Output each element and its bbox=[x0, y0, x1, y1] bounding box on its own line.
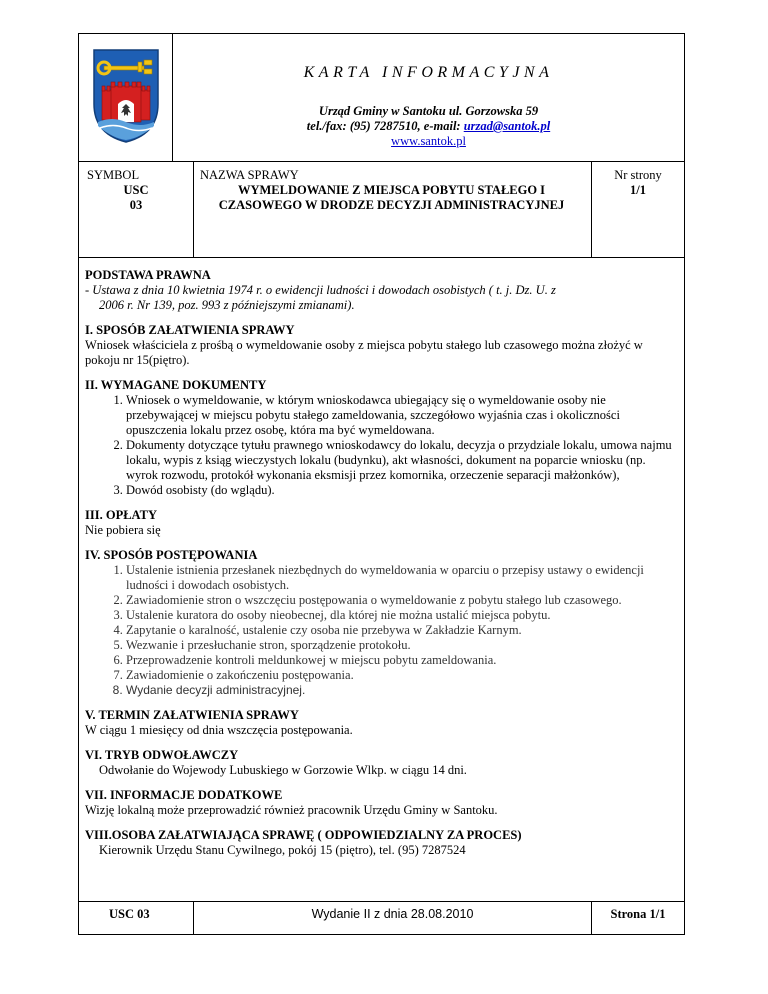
case-name-label: NAZWA SPRAWY bbox=[200, 168, 299, 182]
email-link[interactable]: urzad@santok.pl bbox=[463, 119, 551, 133]
section-required-documents bbox=[85, 378, 678, 498]
section-additional-info bbox=[85, 788, 678, 818]
section-appeal bbox=[85, 748, 678, 778]
contact-phone: tel./fax: (95) 7287510, e-mail: bbox=[306, 119, 464, 133]
section-1-text: Wniosek właściciela z prośbą o wymeldowanie osoby z miejsca pobytu stałego lub czasowego można złożyć w pokoju nr 15(piętro). bbox=[85, 338, 643, 367]
case-name-value: WYMELDOWANIE Z MIEJSCA POBYTU STAŁEGO I CZASOWEGO W DRODZE DECYZJI ADMINISTRACYJNEJ bbox=[218, 183, 565, 212]
section-8-text: Kierownik Urzędu Stanu Cywilnego, pokój 15 (piętro), tel. (95) 7287524 bbox=[99, 843, 466, 857]
footer-row bbox=[79, 902, 684, 934]
footer-code: USC 03 bbox=[79, 902, 194, 934]
document-frame bbox=[78, 33, 685, 935]
section-3-heading: III. OPŁATY bbox=[85, 508, 158, 522]
crest-cell bbox=[79, 34, 173, 161]
section-6-text: Odwołanie do Wojewody Lubuskiego w Gorzowie Wlkp. w ciągu 14 dni. bbox=[99, 763, 467, 777]
list-item: 1. Ustalenie istnienia przesłanek niezbędnych do wymeldowania w oparciu o przepisy ustawy o ewidencji ludności i dowodach osobistych. bbox=[126, 563, 678, 593]
symbol-value-number: 03 bbox=[129, 198, 143, 212]
documents-list bbox=[85, 393, 678, 498]
section-legal-basis bbox=[85, 268, 678, 313]
section-5-heading: V. TERMIN ZAŁATWIENIA SPRAWY bbox=[85, 708, 299, 722]
list-item: 8. Wydanie decyzji administracyjnej. bbox=[126, 683, 678, 698]
page-number-value: 1/1 bbox=[630, 183, 646, 197]
symbol-label: SYMBOL bbox=[87, 168, 140, 182]
page-number-label: Nr strony bbox=[614, 168, 662, 182]
list-item: 4. Zapytanie o karalność, ustalenie czy osoba nie przebywa w Zakładzie Karnym. bbox=[126, 623, 678, 638]
section-2-heading: II. WYMAGANE DOKUMENTY bbox=[85, 378, 267, 392]
office-address: Urząd Gminy w Santoku ul. Gorzowska 59 bbox=[318, 104, 539, 118]
section-deadline bbox=[85, 708, 678, 738]
office-contact bbox=[173, 119, 684, 134]
document-title: KARTA INFORMACYJNA bbox=[303, 64, 554, 81]
list-item: 3. Ustalenie kuratora do osoby nieobecnej, dla której nie można ustalić miejsca pobytu. bbox=[126, 608, 678, 623]
section-5-text: W ciągu 1 miesięcy od dnia wszczęcia postępowania. bbox=[85, 723, 353, 737]
page-number-cell bbox=[592, 162, 684, 257]
section-fees bbox=[85, 508, 678, 538]
legal-basis-text-2: 2006 r. Nr 139, poz. 993 z późniejszymi zmianami). bbox=[99, 298, 355, 312]
footer-page: Strona 1/1 bbox=[610, 907, 666, 921]
symbol-value-usc: USC bbox=[123, 183, 149, 197]
legal-basis-text-1: - Ustawa z dnia 10 kwietnia 1974 r. o ewidencji ludności i dowodach osobistych ( t. j. Dz. U. z bbox=[85, 283, 556, 297]
info-row bbox=[79, 162, 684, 258]
section-6-heading: VI. TRYB ODWOŁAWCZY bbox=[85, 748, 239, 762]
section-4-heading: IV. SPOSÓB POSTĘPOWANIA bbox=[85, 548, 258, 562]
section-8-heading: VIII.OSOBA ZAŁATWIAJĄCA SPRAWĘ ( ODPOWIEDZIALNY ZA PROCES) bbox=[85, 828, 522, 842]
coat-of-arms-icon bbox=[90, 46, 162, 144]
list-item: 6. Przeprowadzenie kontroli meldunkowej w miejscu pobytu zameldowania. bbox=[126, 653, 678, 668]
list-item: 2. Zawiadomienie stron o wszczęciu postępowania o wymeldowanie z pobytu stałego lub czasowego. bbox=[126, 593, 678, 608]
list-item: 5. Wezwanie i przesłuchanie stron, sporządzenie protokołu. bbox=[126, 638, 678, 653]
proceedings-list bbox=[85, 563, 678, 698]
section-responsible-person bbox=[85, 828, 678, 858]
section-procedure-method bbox=[85, 323, 678, 368]
footer-edition: Wydanie II z dnia 28.08.2010 bbox=[194, 902, 592, 934]
header-row bbox=[79, 34, 684, 162]
website-link[interactable]: www.santok.pl bbox=[391, 134, 466, 148]
section-1-heading: I. SPOSÓB ZAŁATWIENIA SPRAWY bbox=[85, 323, 295, 337]
section-3-text: Nie pobiera się bbox=[85, 523, 161, 537]
document-body bbox=[79, 258, 684, 902]
symbol-cell bbox=[79, 162, 194, 257]
section-proceedings bbox=[85, 548, 678, 698]
legal-basis-heading: PODSTAWA PRAWNA bbox=[85, 268, 211, 282]
section-7-heading: VII. INFORMACJE DODATKOWE bbox=[85, 788, 283, 802]
office-info bbox=[173, 104, 684, 149]
list-item: 7. Zawiadomienie o zakończeniu postępowania. bbox=[126, 668, 678, 683]
list-item: 1. Wniosek o wymeldowanie, w którym wnioskodawca ubiegający się o wymeldowanie osoby nie przebywającej w miejscu pobytu stałego zameldowania, szczegółowo wyjaśnia czas i okoliczności opuszczenia lokalu przez osobę, która ma być wymeldowana. bbox=[126, 393, 678, 438]
case-name-cell bbox=[194, 162, 592, 257]
section-7-text: Wizję lokalną może przeprowadzić również pracownik Urzędu Gminy w Santoku. bbox=[85, 803, 498, 817]
list-item: 2. Dokumenty dotyczące tytułu prawnego wnioskodawcy do lokalu, decyzja o przydziale lokalu, umowa najmu lokalu, wypis z ksiąg wieczystych lokalu (budynku), akt własności, dokument na poparcie wniosku (np. wyrok rozwodu, protokół wykonania eksmisji przez komornika, orzeczenie separacji małżonków), bbox=[126, 438, 678, 483]
title-cell bbox=[173, 34, 684, 161]
list-item: 3. Dowód osobisty (do wglądu). bbox=[126, 483, 678, 498]
